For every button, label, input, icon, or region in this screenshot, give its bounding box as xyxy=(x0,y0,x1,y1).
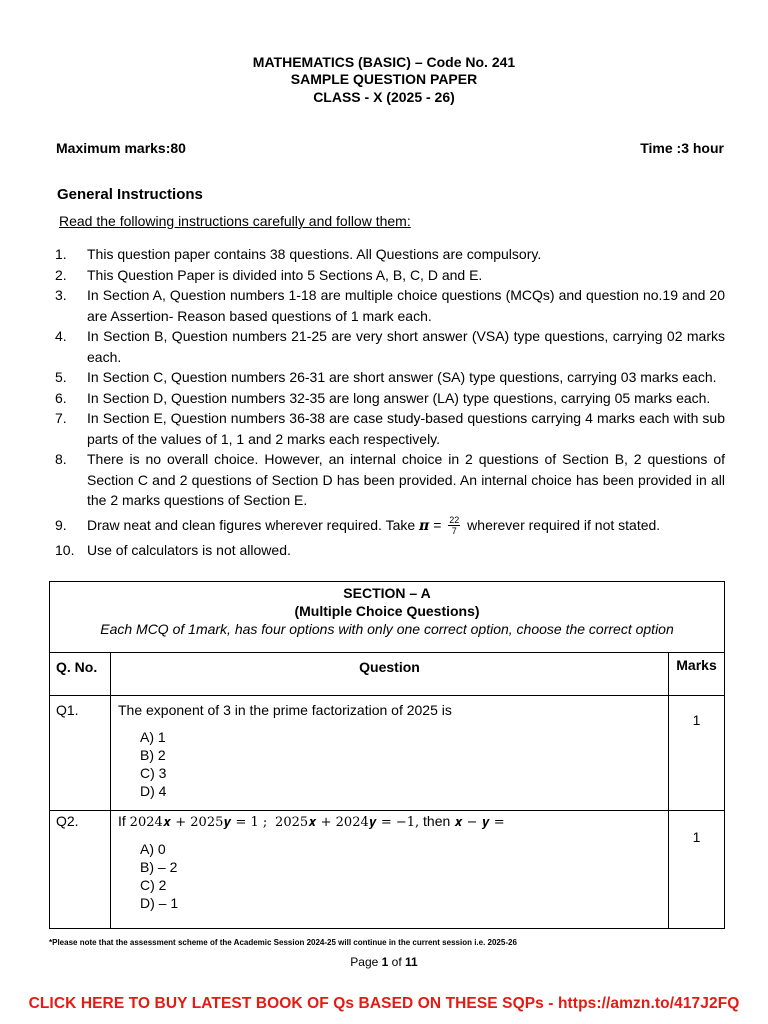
section-header xyxy=(50,582,725,653)
instruction-item: 1. This question paper contains 38 questions. All Questions are compulsory. xyxy=(55,246,542,262)
assessment-note: *Please note that the assessment scheme of the Academic Session 2024-25 will continue in the current session i.e. 2025-26 xyxy=(49,938,517,947)
instruction-item: 5. In Section C, Question numbers 26-31 are short answer (SA) type questions, carrying 03 marks each. xyxy=(55,369,717,385)
question-number: Q1. xyxy=(50,696,111,811)
instructions-heading: General Instructions xyxy=(57,186,203,203)
instruction-item: 10. Use of calculators is not allowed. xyxy=(55,542,291,559)
instruction-item: 9. Draw neat and clean figures wherever required. Take π = $\frac{22}{7}$ wherever required if not stated. xyxy=(55,515,661,537)
option: C) 3 xyxy=(140,765,167,781)
instruction-item: 6. In Section D, Question numbers 32-35 are long answer (LA) type questions, carrying 05 marks each. xyxy=(55,389,711,406)
question-number: Q2. xyxy=(50,811,111,929)
section-subtitle: (Multiple Choice Questions) xyxy=(294,603,480,619)
instructions-list xyxy=(55,244,725,561)
options-list xyxy=(140,840,668,912)
section-note: Each MCQ of 1mark, has four options with only one correct option, choose the correct option xyxy=(100,621,674,637)
section-title: SECTION – A xyxy=(343,585,431,601)
question-marks: 1 xyxy=(669,696,725,811)
option: B) – 2 xyxy=(140,859,178,875)
col-qno: Q. No. xyxy=(50,653,111,696)
option: B) 2 xyxy=(140,747,166,763)
option: A) 0 xyxy=(140,841,166,857)
equation-1: 2024𝒙 + 2025𝒚 = 1 ; xyxy=(129,815,268,830)
col-question: Question xyxy=(111,653,669,696)
instructions-intro: Read the following instructions carefully and follow them: xyxy=(59,213,411,229)
section-a-table xyxy=(49,581,725,929)
option: D) – 1 xyxy=(140,895,179,911)
col-marks: Marks xyxy=(669,653,725,696)
question-marks: 1 xyxy=(669,811,725,929)
options-list xyxy=(140,728,668,800)
instruction-item: 8. There is no overall choice. However, an internal choice in 2 questions of Section B, 2 questions of Section C and 2 questions of Section D has been provided. An internal choice has been provided in all the 2 marks questions of Section E. xyxy=(55,451,725,508)
paper-subtitle: SAMPLE QUESTION PAPER xyxy=(290,71,478,87)
page-number: Page 1 of 11 xyxy=(350,955,418,969)
expression: 𝒙 − 𝒚 = xyxy=(454,815,505,830)
instruction-9-text: Draw neat and clean figures wherever required. Take xyxy=(87,516,416,533)
table-row xyxy=(50,696,725,811)
equation-2: 2025𝒙 + 2024𝒚 = −1, xyxy=(275,815,420,830)
option: A) 1 xyxy=(140,729,166,745)
instruction-item: 3. In Section A, Question numbers 1-18 are multiple choice questions (MCQs) and question no.19 and 20 are Assertion- Reason based questions of 1 mark each. xyxy=(55,287,725,324)
class-label: CLASS - X (2025 - 26) xyxy=(313,89,455,105)
table-row xyxy=(50,811,725,929)
paper-title: MATHEMATICS (BASIC) – Code No. 241 xyxy=(252,54,516,70)
question-text: The exponent of 3 in the prime factorization of 2025 is xyxy=(118,702,452,718)
question-text: If 2024𝒙 + 2025𝒚 = 1 ; 2025𝒙 + 2024𝒚 = −1, then 𝒙 − 𝒚 = xyxy=(118,813,505,830)
buy-book-link[interactable]: CLICK HERE TO BUY LATEST BOOK OF Qs BASED ON THESE SQPs - https://amzn.to/417J2FQ xyxy=(28,995,740,1012)
max-marks: Maximum marks:80 xyxy=(56,140,186,156)
pi-symbol: π xyxy=(419,517,430,534)
time-allowed: Time :3 hour xyxy=(640,140,724,156)
option: C) 2 xyxy=(140,877,167,893)
option: D) 4 xyxy=(140,783,167,799)
instruction-item: 2. This Question Paper is divided into 5 Sections A, B, C, D and E. xyxy=(55,266,483,283)
fraction-22-over-7: $\frac{22}{7}$ xyxy=(449,515,460,537)
instruction-item: 4. In Section B, Question numbers 21-25 are very short answer (VSA) type questions, carrying 02 marks each. xyxy=(55,328,725,365)
instruction-item: 7. In Section E, Question numbers 36-38 are case study-based questions carrying 4 marks each with sub parts of the values of 1, 1 and 2 marks each respectively. xyxy=(55,410,725,447)
table-header-row xyxy=(50,653,725,696)
